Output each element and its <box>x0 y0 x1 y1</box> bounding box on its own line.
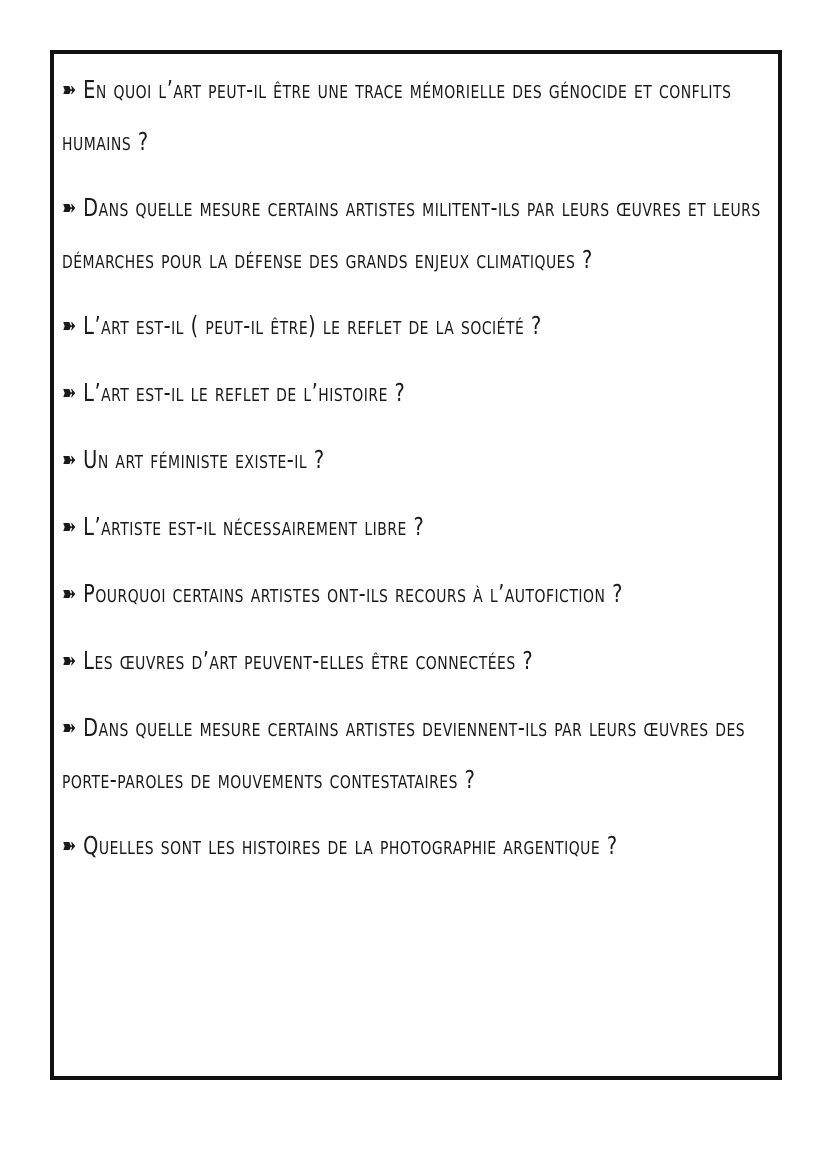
question-item <box>62 300 776 352</box>
question-text: Dans quelle mesure certains artistes militent-ils par leurs œuvres et leurs démarches pour la défense des grands enjeux climatiques ? <box>62 193 761 274</box>
question-text: Dans quelle mesure certains artistes deviennent-ils par leurs œuvres des porte-paroles de mouvements contestataires ? <box>62 713 746 794</box>
arrow-bullet-icon: ➽ <box>62 716 72 741</box>
question-item <box>62 702 776 805</box>
question-text: Les œuvres d’art peuvent-elles être connectées ? <box>83 646 534 675</box>
arrow-bullet-icon: ➽ <box>62 196 72 221</box>
arrow-bullet-icon: ➽ <box>62 834 72 859</box>
question-text: L’artiste est-il nécessairement libre ? <box>83 512 425 541</box>
question-item <box>62 820 776 872</box>
question-text: Quelles sont les histoires de la photographie argentique ? <box>83 831 618 860</box>
question-text: En quoi l’art peut-il être une trace mémorielle des génocide et conflits humains ? <box>62 75 732 156</box>
arrow-bullet-icon: ➽ <box>62 515 72 540</box>
question-item <box>62 434 776 486</box>
arrow-bullet-icon: ➽ <box>62 582 72 607</box>
question-item <box>62 501 776 553</box>
question-item <box>62 182 776 285</box>
arrow-bullet-icon: ➽ <box>62 314 72 339</box>
question-text: L’art est-il ( peut-il être) le reflet de la société ? <box>83 311 542 340</box>
question-item <box>62 64 776 167</box>
question-text: L’art est-il le reflet de l’histoire ? <box>83 378 406 407</box>
arrow-bullet-icon: ➽ <box>62 448 72 473</box>
arrow-bullet-icon: ➽ <box>62 649 72 674</box>
arrow-bullet-icon: ➽ <box>62 381 72 406</box>
arrow-bullet-icon: ➽ <box>62 78 72 103</box>
question-item <box>62 367 776 419</box>
question-item <box>62 635 776 687</box>
questions-frame <box>50 50 782 1080</box>
question-text: Un art féministe existe-il ? <box>83 445 325 474</box>
question-text: Pourquoi certains artistes ont-ils recours à l’autofiction ? <box>83 579 623 608</box>
question-item <box>62 568 776 620</box>
question-list <box>62 64 774 887</box>
